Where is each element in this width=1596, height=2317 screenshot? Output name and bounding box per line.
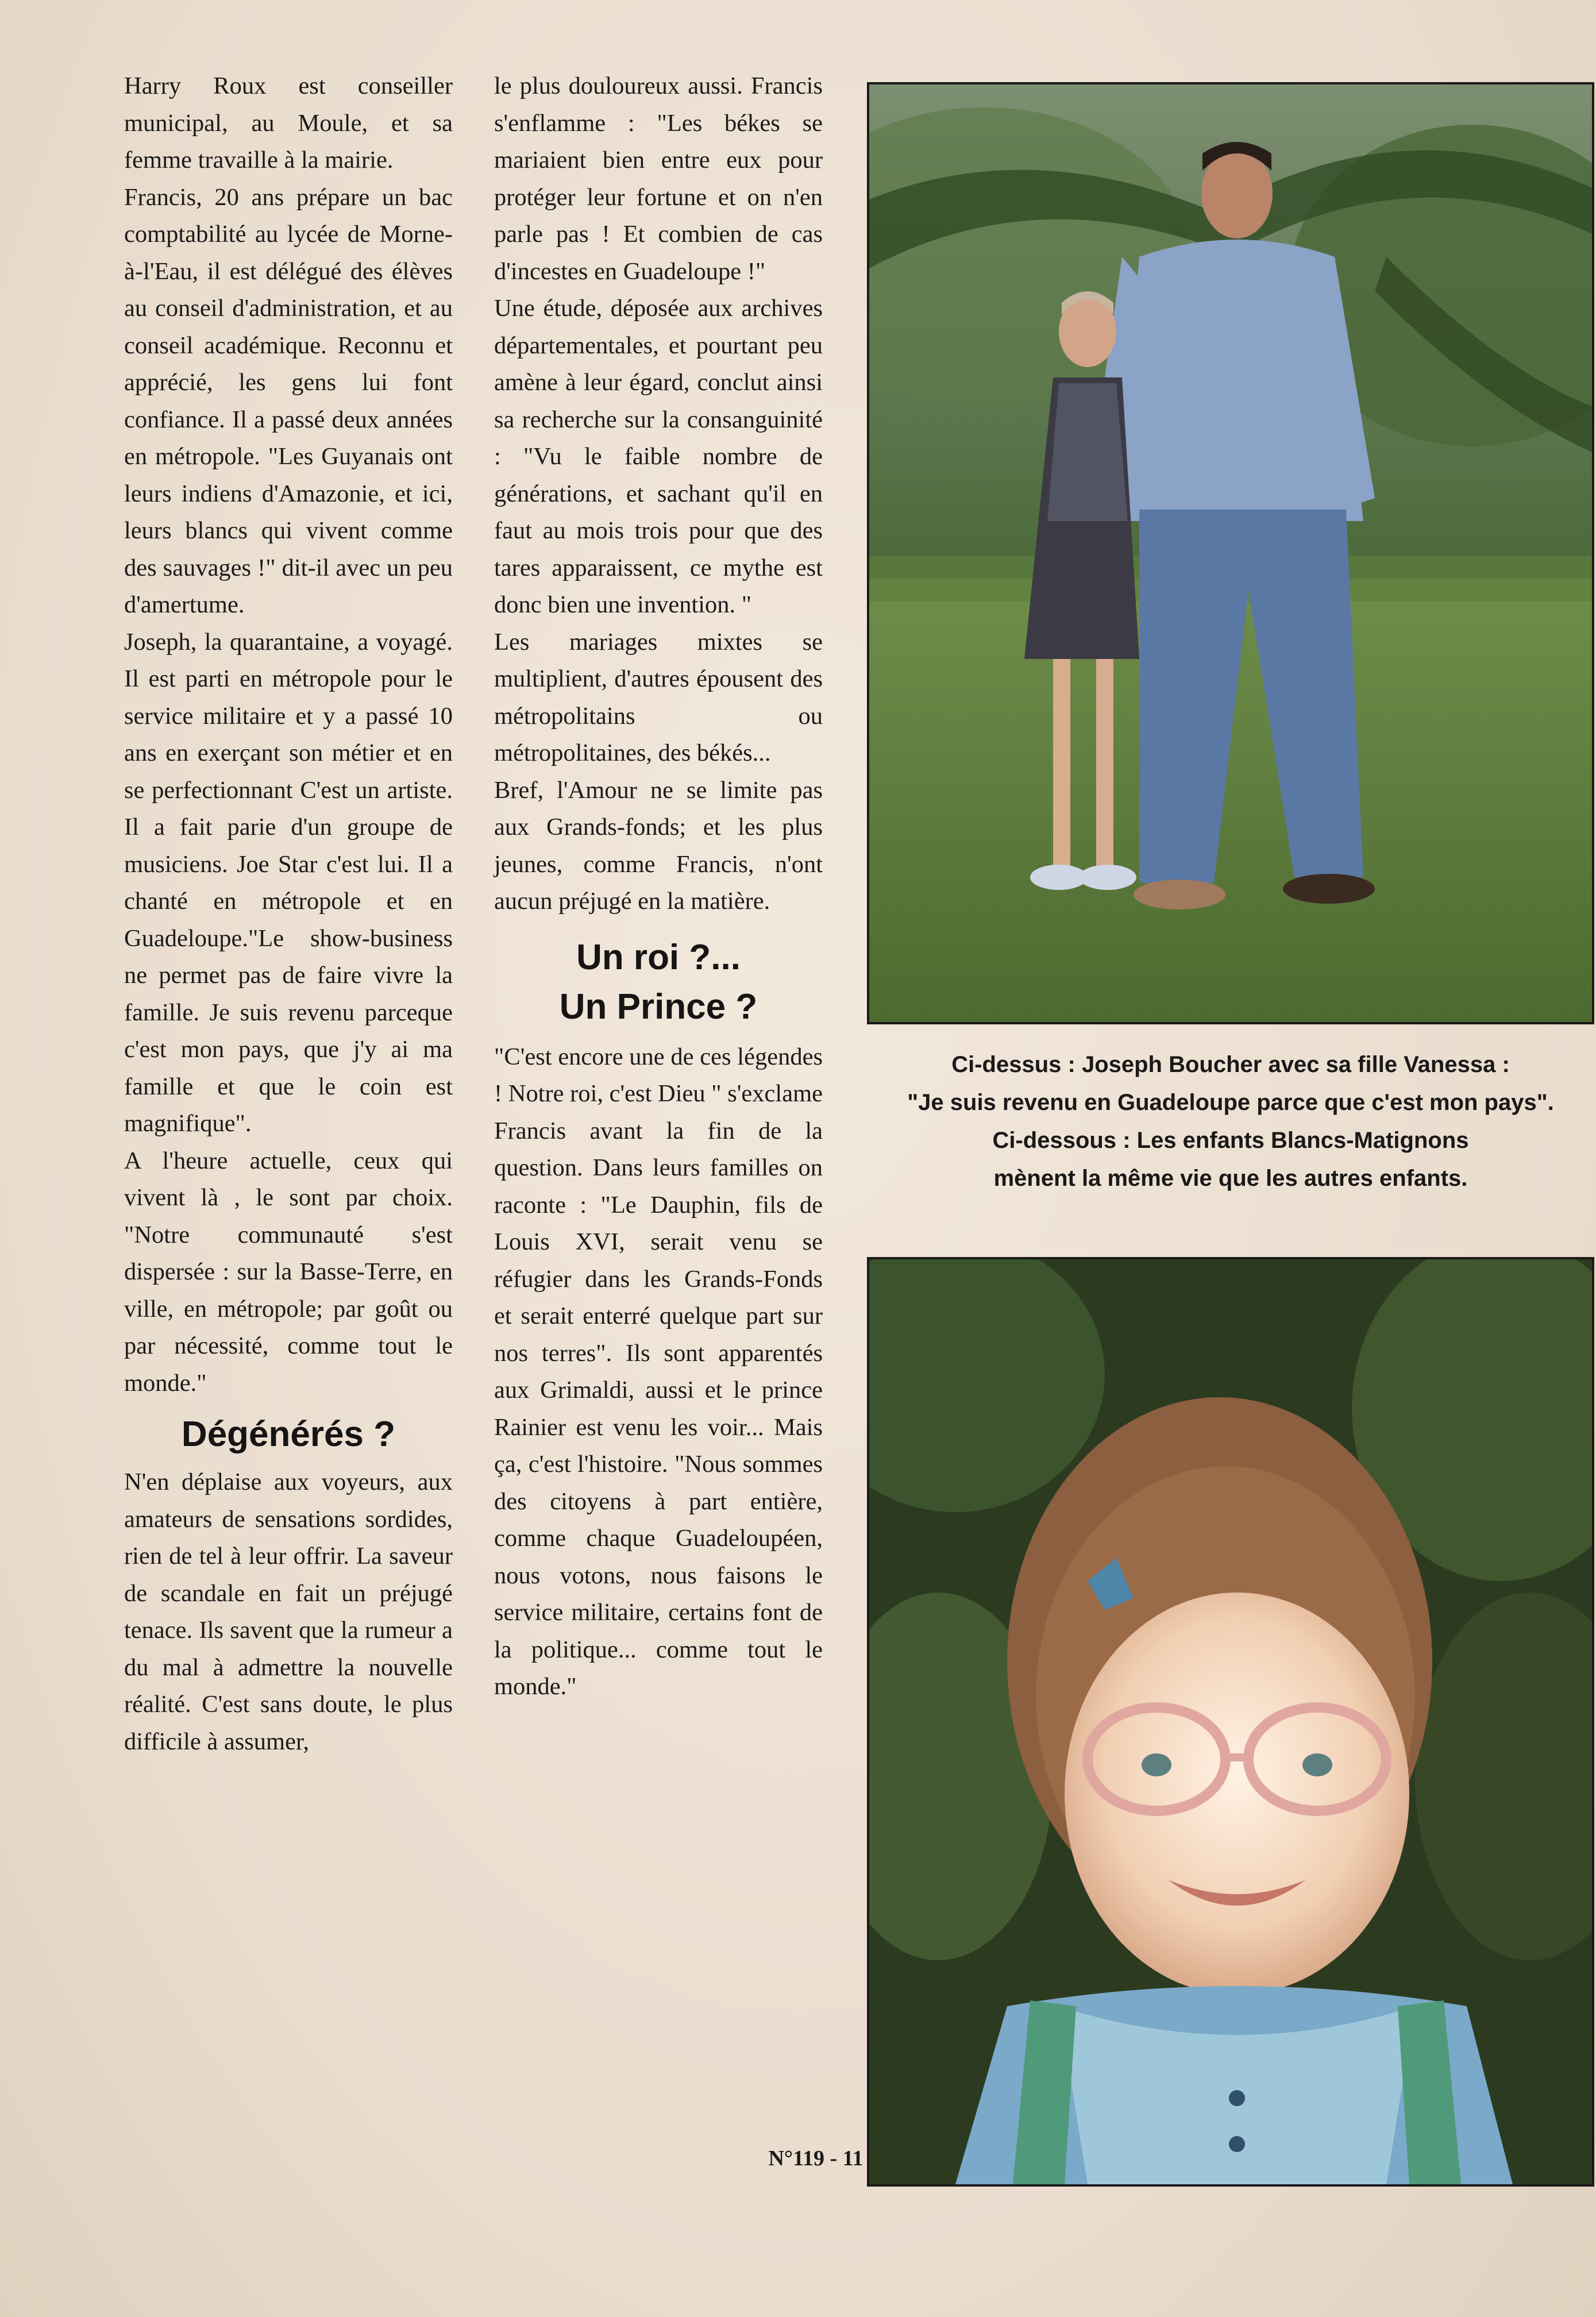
page-folio: N°119 - 11 <box>768 2146 863 2170</box>
caption-line: mènent la même vie que les autres enfants. <box>993 1166 1468 1191</box>
photo-caption <box>867 1046 1594 1197</box>
section-heading-prince: Un Prince ? <box>559 986 758 1027</box>
article-column-2 <box>494 68 823 1706</box>
paragraph: Harry Roux est conseiller municipal, au Moule, et sa femme travaille à la mairie. <box>124 72 453 174</box>
caption-line: "Je suis revenu en Guadeloupe parce que c'est mon pays". <box>907 1090 1554 1115</box>
paragraph: A l'heure actuelle, ceux qui vivent là , le sont par choix. "Notre communauté s'est dispersée : sur la Basse-Terre, en ville, en métropole; par goût ou par nécessité, comme tout le monde." <box>124 1147 453 1397</box>
caption-line: Ci-dessous : Les enfants Blancs-Matignons <box>992 1128 1469 1153</box>
paragraph: Bref, l'Amour ne se limite pas aux Grands-fonds; et les plus jeunes, comme Francis, n'ont aucun préjugé en la matière. <box>494 776 823 915</box>
article-column-1 <box>124 68 453 1760</box>
photo-girl-glasses <box>867 1257 1594 2187</box>
paragraph: "C'est encore une de ces légendes ! Notre roi, c'est Dieu " s'exclame Francis avant la fin de la question. Dans leurs familles on raconte : "Le Dauphin, fils de Louis XVI, serait venu se réfugier dans les Grands-Fonds et serait enterré quelque part sur nos terres". Ils sont apparentés aux Grimaldi, aussi et le prince Rainier est venu les voir... Mais ça, c'est l'histoire. "Nous sommes des citoyens à part entière, comme chaque Guadeloupéen, nous votons, nous faisons le service militaire, certains font de la politique... comme tout le monde." <box>494 1043 823 1700</box>
caption-line: Ci-dessus : Joseph Boucher avec sa fille Vanessa : <box>951 1052 1510 1077</box>
photo-girl-glasses-image <box>869 1259 1592 2184</box>
section-heading-degeneres: Dégénérés ? <box>181 1414 396 1454</box>
paragraph: N'en déplaise aux voyeurs, aux amateurs de sensations sordides, rien de tel à leur offrir. La saveur de scandale en fait un préjugé tenace. Ils savent que la rumeur a du mal à admettre la nouvelle réalité. C'est sans doute, le plus difficile à assumer, <box>124 1468 453 1755</box>
paragraph: le plus douloureux aussi. Francis s'enflamme : "Les békes se mariaient bien entre eux pour protéger leur fortune et on n'en parle pas ! Et combien de cas d'incestes en Guadeloupe !" <box>494 72 823 285</box>
paragraph: Une étude, déposée aux archives départementales, et pourtant peu amène à leur égard, conclut ainsi sa recherche sur la consanguinité : "Vu le faible nombre de générations, et sachant qu'il en faut au mois trois pour que des tares apparaissent, ce mythe est donc bien une invention. " <box>494 295 823 618</box>
paragraph: Les mariages mixtes se multiplient, d'autres épousent des métropolitains ou métropolitaines, des békés... <box>494 628 823 766</box>
photo-father-daughter-image <box>869 84 1592 1022</box>
photo-father-daughter <box>867 82 1594 1024</box>
paragraph: Francis, 20 ans prépare un bac comptabilité au lycée de Morne-à-l'Eau, il est délégué des élèves au conseil d'administration, et au conseil académique. Reconnu et apprécié, les gens lui font confiance. Il a passé deux années en métropole. "Les Guyanais ont leurs indiens d'Amazonie, et ici, leurs blancs qui vivent comme des sauvages !" dit-il avec un peu d'amertume. <box>124 183 453 618</box>
paragraph: Joseph, la quarantaine, a voyagé. Il est parti en métropole pour le service militaire et y a passé 10 ans en exerçant son métier et en se perfectionnant C'est un artiste. Il a fait parie d'un groupe de musiciens. Joe Star c'est lui. Il a chanté en métropole et en Guadeloupe."Le show-business ne permet pas de faire vivre la famille. Je suis revenu parceque c'est mon pays, que j'y ai ma famille et que le coin est magnifique". <box>124 628 453 1137</box>
section-heading-roi: Un roi ?... <box>576 937 741 977</box>
